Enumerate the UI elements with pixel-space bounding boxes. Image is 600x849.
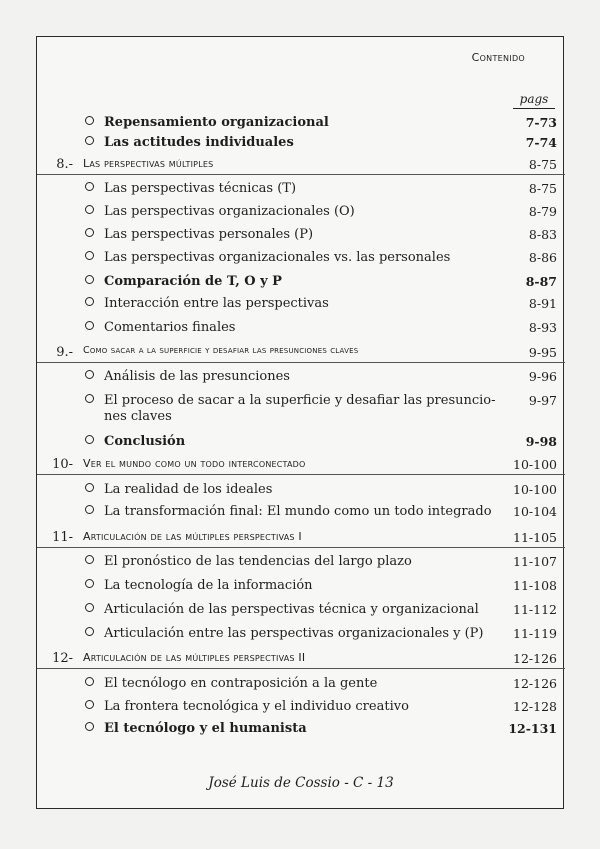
section-title: Interacción entre las perspectivas [104, 296, 329, 311]
page-number: 12-128 [513, 699, 557, 714]
page-number: 8-93 [528, 320, 557, 335]
section-title: Las perspectivas organizacionales (O) [104, 204, 355, 219]
page-number: 11-107 [513, 554, 557, 569]
bullet-circle-icon [85, 505, 94, 514]
pages-column-label: pags [513, 92, 555, 109]
page-number: 12-131 [508, 721, 557, 736]
bullet-circle-icon [85, 677, 94, 686]
page-number: 10-100 [513, 457, 557, 472]
section-title: El tecnólogo y el humanista [104, 721, 307, 736]
section-title: Comparación de T, O y P [104, 274, 282, 289]
section-title: El proceso de sacar a la superficie y desafiar las presuncio-nes claves [104, 393, 496, 424]
bullet-circle-icon [85, 251, 94, 260]
section-title: Comentarios finales [104, 320, 236, 335]
section-title: Las actitudes individuales [104, 135, 294, 150]
page-number: 8-87 [525, 274, 557, 289]
chapter-divider [37, 668, 565, 669]
section-title: Las perspectivas técnicas (T) [104, 181, 297, 196]
bullet-circle-icon [85, 297, 94, 306]
bullet-circle-icon [85, 321, 94, 330]
page-number: 8-75 [528, 157, 557, 172]
bullet-circle-icon [85, 722, 94, 731]
page-footer: José Luis de Cossio - C - 13 [208, 775, 394, 791]
bullet-circle-icon [85, 394, 94, 403]
page-number: 9-96 [528, 369, 557, 384]
bullet-circle-icon [85, 555, 94, 564]
page-header: Contenido [471, 51, 525, 64]
page-number: 8-75 [528, 181, 557, 196]
chapter-divider [37, 362, 565, 363]
chapter-divider [37, 174, 565, 175]
page-number: 12-126 [513, 676, 557, 691]
toc-page [36, 36, 564, 809]
section-title: Articulación de las perspectivas técnica y organizacional [104, 602, 479, 617]
bullet-circle-icon [85, 136, 94, 145]
page-number: 12-126 [513, 651, 557, 666]
chapter-number: 8.- [56, 157, 73, 172]
page-number: 10-104 [513, 504, 557, 519]
bullet-circle-icon [85, 205, 94, 214]
chapter-title: Las perspectivas múltiples [83, 157, 214, 170]
bullet-circle-icon [85, 370, 94, 379]
chapter-number: 11- [52, 530, 73, 545]
chapter-title: Ver el mundo como un todo interconectado [83, 457, 306, 470]
bullet-circle-icon [85, 116, 94, 125]
section-title: Articulación entre las perspectivas organizacionales y (P) [104, 626, 484, 641]
section-title: Repensamiento organizacional [104, 115, 329, 130]
page-number: 9-95 [528, 345, 557, 360]
bullet-circle-icon [85, 603, 94, 612]
chapter-divider [37, 474, 565, 475]
bullet-circle-icon [85, 579, 94, 588]
page-number: 9-97 [528, 393, 557, 408]
bullet-circle-icon [85, 275, 94, 284]
section-title: La frontera tecnológica y el individuo creativo [104, 699, 409, 714]
bullet-circle-icon [85, 627, 94, 636]
page-number: 8-79 [528, 204, 557, 219]
section-title: Las perspectivas personales (P) [104, 227, 314, 242]
page-number: 11-108 [513, 578, 557, 593]
page-number: 7-73 [525, 115, 557, 130]
section-title: Las perspectivas organizacionales vs. las personales [104, 250, 451, 265]
page-number: 8-83 [528, 227, 557, 242]
bullet-circle-icon [85, 228, 94, 237]
page-number: 7-74 [525, 135, 557, 150]
bullet-circle-icon [85, 700, 94, 709]
section-title: El tecnólogo en contraposición a la gente [104, 676, 378, 691]
page-number: 11-119 [513, 626, 557, 641]
page-number: 8-91 [528, 296, 557, 311]
chapter-number: 9.- [56, 345, 73, 360]
section-title: Conclusión [104, 434, 186, 449]
section-title: La transformación final: El mundo como un todo integrado [104, 504, 492, 519]
chapter-title: Articulación de las múltiples perspectivas I [83, 530, 302, 543]
bullet-circle-icon [85, 182, 94, 191]
chapter-divider [37, 547, 565, 548]
bullet-circle-icon [85, 483, 94, 492]
chapter-number: 12- [52, 651, 73, 666]
section-title: La tecnología de la información [104, 578, 313, 593]
page-number: 11-105 [513, 530, 557, 545]
page-number: 10-100 [513, 482, 557, 497]
bullet-circle-icon [85, 435, 94, 444]
chapter-title: Articulación de las múltiples perspectivas II [83, 651, 306, 664]
page-number: 11-112 [513, 602, 557, 617]
section-title: El pronóstico de las tendencias del largo plazo [104, 554, 412, 569]
page-number: 9-98 [525, 434, 557, 449]
chapter-number: 10- [52, 457, 73, 472]
page-number: 8-86 [528, 250, 557, 265]
section-title: La realidad de los ideales [104, 482, 273, 497]
chapter-title: Como sacar a la superficie y desafiar las presunciones claves [83, 345, 359, 356]
section-title: Análisis de las presunciones [104, 369, 290, 384]
